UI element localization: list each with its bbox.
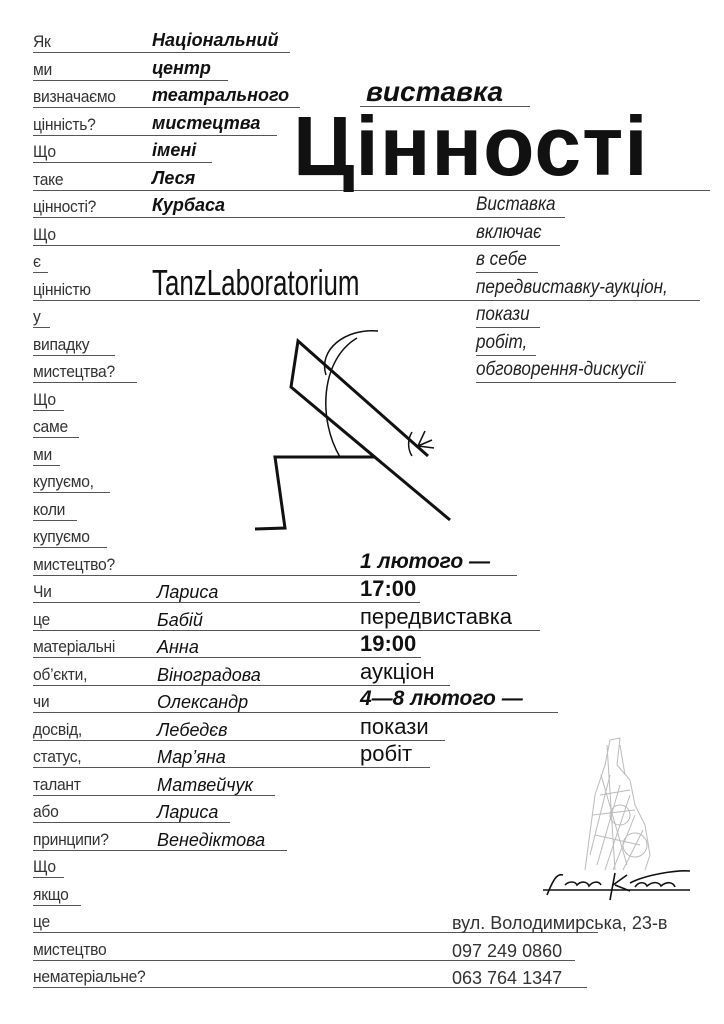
artist-name: Венедіктова xyxy=(157,829,266,850)
question-word: випадку xyxy=(33,334,90,354)
institution-line: мистецтва xyxy=(152,112,261,133)
artist-name: Мар’яна xyxy=(157,747,226,767)
question-word: об’єкти, xyxy=(33,664,88,684)
question-word: цінністю xyxy=(33,279,91,299)
question-word: досвід, xyxy=(33,719,82,739)
question-word: мистецтво xyxy=(33,939,107,959)
question-word: визначаємо xyxy=(33,87,116,106)
question-word: у xyxy=(33,307,41,326)
institution-line: театрального xyxy=(152,85,290,105)
title-kicker: виставка xyxy=(366,76,504,107)
artist-name: Лариса xyxy=(157,582,219,602)
schedule-line: 19:00 xyxy=(360,631,417,656)
schedule-line: покази xyxy=(360,713,429,739)
institution-line: центр xyxy=(152,57,211,78)
artist-name: Олександр xyxy=(157,692,249,712)
description-line: включає xyxy=(476,221,542,243)
question-word: Що xyxy=(33,142,56,161)
description-line: покази xyxy=(476,304,530,325)
question-word: нематеріальне? xyxy=(33,967,146,986)
question-word: це xyxy=(33,912,50,931)
question-row xyxy=(33,883,81,906)
artist-name: Матвейчук xyxy=(157,774,254,795)
question-word: матеріальні xyxy=(33,637,116,656)
question-word: цінності? xyxy=(33,197,97,216)
company-name: TanzLaboratorium xyxy=(152,262,360,303)
question-word: купуємо xyxy=(33,527,90,546)
question-word: ми xyxy=(33,444,52,464)
question-word: ми xyxy=(33,59,52,79)
question-word: талант xyxy=(33,774,81,794)
artist-name: Лариса xyxy=(157,802,219,822)
kurbas-logo xyxy=(535,735,695,905)
artist-name: Віноградова xyxy=(157,664,261,685)
artist-name: Анна xyxy=(157,637,199,657)
schedule-line: 1 лютого — xyxy=(360,549,491,573)
question-word: саме xyxy=(33,417,68,436)
address: вул. Володимирська, 23-в xyxy=(452,913,668,933)
question-word: Що xyxy=(33,389,56,409)
question-word: Що xyxy=(33,224,56,244)
question-word: таке xyxy=(33,169,64,189)
description-line: робіт, xyxy=(476,331,528,353)
question-word: Чи xyxy=(33,582,52,601)
schedule-line: аукціон xyxy=(360,658,435,684)
question-word: мистецтва? xyxy=(33,362,115,381)
phone-2[interactable]: 063 764 1347 xyxy=(452,968,563,988)
question-word: або xyxy=(33,802,59,821)
schedule-line: передвиставка xyxy=(360,603,513,629)
question-word: принципи? xyxy=(33,829,109,849)
schedule-line: 17:00 xyxy=(360,576,417,601)
institution-line: Леся xyxy=(152,167,196,188)
question-word: купуємо, xyxy=(33,472,94,491)
question-word: якщо xyxy=(33,884,69,904)
artist-name: Лебедєв xyxy=(157,719,228,740)
description-line: в себе xyxy=(476,249,527,270)
institution-line: Національний xyxy=(152,30,279,50)
question-word: Що xyxy=(33,857,56,876)
question-word: коли xyxy=(33,499,66,519)
description-line: Виставка xyxy=(476,194,556,215)
description-line: передвиставку-аукціон, xyxy=(476,276,668,298)
artist-name: Бабій xyxy=(157,609,203,630)
institution-line: імені xyxy=(152,140,197,160)
question-word: статус, xyxy=(33,747,82,766)
question-word: це xyxy=(33,609,50,629)
question-word: є xyxy=(33,252,41,271)
schedule-line: робіт xyxy=(360,741,413,766)
phone-1[interactable]: 097 249 0860 xyxy=(452,941,563,961)
institution-line: Курбаса xyxy=(152,195,226,215)
schedule-line: 4—8 лютого — xyxy=(360,687,523,710)
question-word: цінність? xyxy=(33,114,96,134)
question-word: мистецтво? xyxy=(33,554,115,574)
question-word: чи xyxy=(33,692,50,711)
description-line: обговорення-дискусії xyxy=(476,359,644,380)
poster-title: Цінності xyxy=(293,99,649,193)
question-row xyxy=(33,855,64,878)
question-word: Як xyxy=(33,32,51,51)
